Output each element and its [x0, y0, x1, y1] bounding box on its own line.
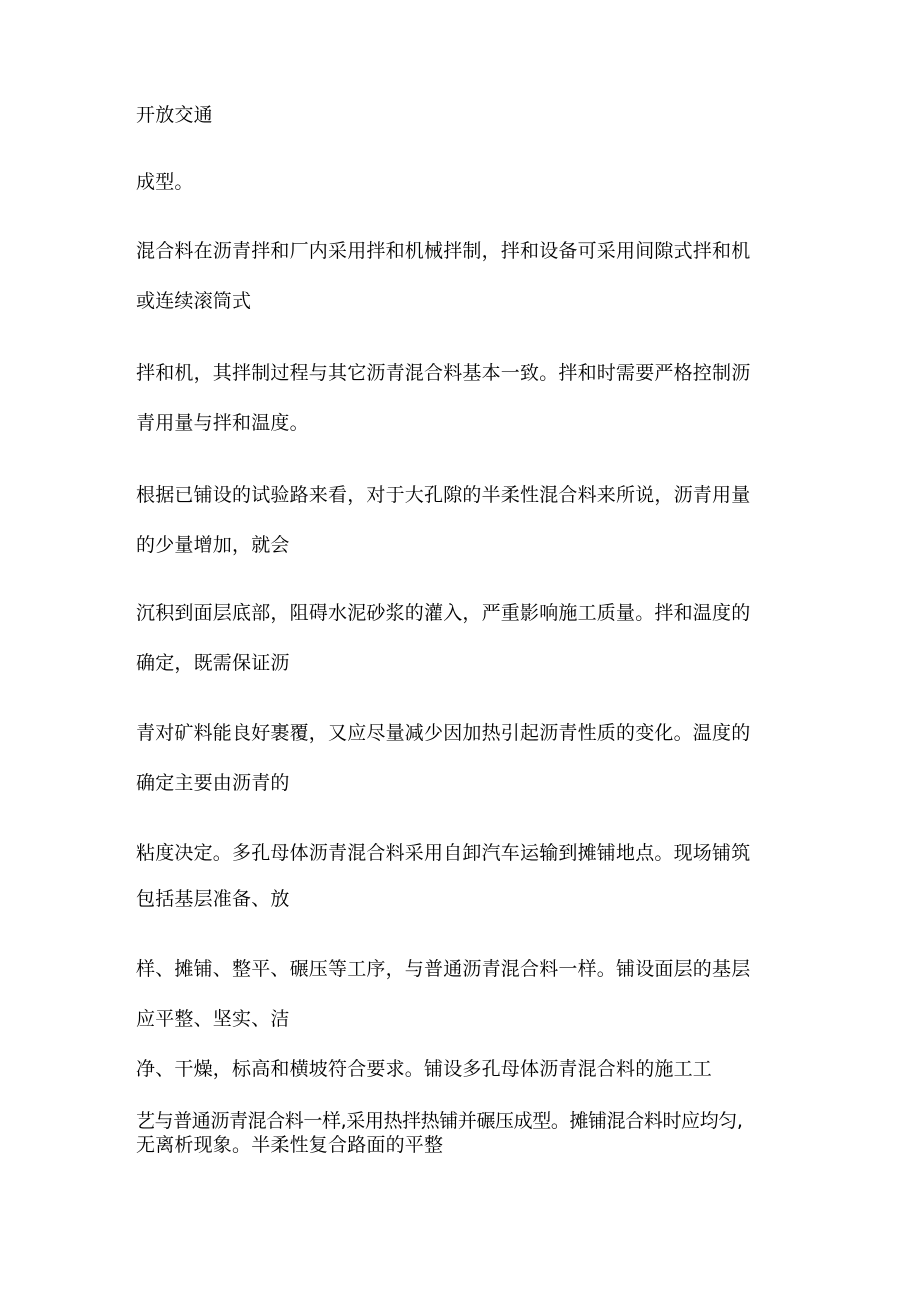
text-line: 无离析现象。半柔性复合路面的平整: [136, 1134, 444, 1156]
text-line: 的少量增加，就会: [136, 534, 290, 556]
text-line: 拌和机，其拌制过程与其它沥青混合料基本一致。拌和时需要严格控制沥: [136, 362, 751, 384]
text-line: 青对矿料能良好裹覆，又应尽量减少因加热引起沥青性质的变化。温度的: [136, 722, 751, 744]
text-line: 或连续滚筒式: [136, 290, 252, 312]
text-line: 确定，既需保证沥: [136, 652, 290, 674]
text-line: 艺与普通沥青混合料一样,采用热拌热铺并碾压成型。摊铺混合料时应均匀,: [136, 1110, 743, 1132]
text-line: 青用量与拌和温度。: [136, 412, 309, 434]
text-line: 样、摊铺、整平、碾压等工序，与普通沥青混合料一样。铺设面层的基层: [136, 958, 751, 980]
text-line: 混合料在沥青拌和厂内采用拌和机械拌制，拌和设备可采用间隙式拌和机: [136, 240, 751, 262]
text-line: 开放交通: [136, 104, 213, 126]
text-line: 确定主要由沥青的: [136, 772, 290, 794]
text-line: 应平整、坚实、洁: [136, 1008, 290, 1030]
text-line: 包括基层准备、放: [136, 888, 290, 910]
text-line: 粘度决定。多孔母体沥青混合料采用自卸汽车运输到摊铺地点。现场铺筑: [136, 842, 751, 864]
text-line: 根据已铺设的试验路来看，对于大孔隙的半柔性混合料来所说，沥青用量: [136, 484, 751, 506]
text-line: 净、干燥，标高和横坡符合要求。铺设多孔母体沥青混合料的施工工: [136, 1058, 713, 1080]
text-line: 沉积到面层底部，阻碍水泥砂浆的灌入，严重影响施工质量。拌和温度的: [136, 602, 751, 624]
text-line: 成型。: [136, 171, 194, 193]
